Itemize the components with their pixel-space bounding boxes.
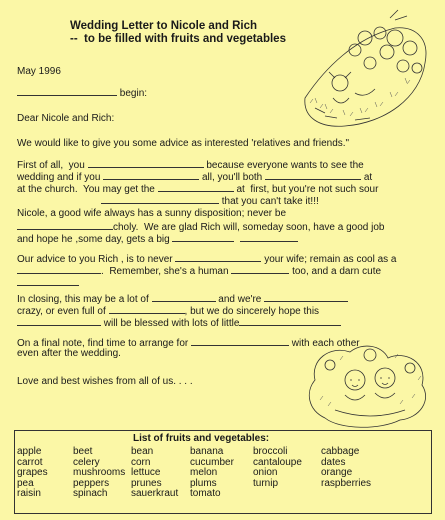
list-item: corn (131, 456, 151, 468)
title-line-1: Wedding Letter to Nicole and Rich (70, 20, 257, 32)
paragraph-3-line-2: choly. We are glad Rich will, someday soon, have a good job (17, 220, 384, 234)
list-item: celery (73, 456, 100, 468)
paragraph-2-line-4: that you can't take it!!! (17, 194, 319, 208)
list-item: peppers (73, 477, 110, 489)
paragraph-2-line-3: at the church. You may get the at first, but you're not such sour (17, 184, 379, 195)
paragraph-1: We would like to give you some advice as interested 'relatives and friends." (17, 138, 350, 149)
paragraph-6-line-2: even after the wedding. (17, 348, 121, 359)
list-column-6 (321, 447, 371, 489)
blank[interactable] (103, 170, 199, 180)
list-item: mushrooms (73, 467, 126, 479)
list-item: spinach (73, 488, 108, 500)
list-column-2 (73, 447, 125, 500)
blank[interactable] (231, 264, 289, 274)
list-item: grapes (17, 467, 48, 479)
list-item: banana (190, 446, 224, 457)
list-item: raisin (17, 488, 41, 500)
blank[interactable] (17, 316, 101, 326)
paragraph-3-line-1: Nicole, a good wife always has a sunny disposition; never be (17, 208, 287, 219)
blank[interactable] (17, 86, 117, 96)
list-item: bean (131, 446, 154, 457)
list-item: raspberries (321, 477, 372, 489)
blank[interactable] (172, 232, 234, 242)
list-item: broccoli (253, 446, 288, 457)
paragraph-5-line-1: In closing, this may be a lot of and we're (17, 292, 348, 306)
letter-date: May 1996 (17, 66, 61, 77)
title-line-2: -- to be filled with fruits and vegetables (70, 33, 286, 45)
list-item: cantaloupe (253, 456, 302, 468)
paragraph-2-line-1: First of all, you because everyone wants to see the (17, 160, 364, 171)
list-item: onion (253, 467, 278, 479)
paragraph-5-line-2: crazy, or even full of , but we do sincerely hope this (17, 306, 320, 317)
blank[interactable] (158, 182, 234, 192)
list-item: cabbage (321, 446, 360, 457)
blank[interactable] (109, 304, 185, 314)
list-title: List of fruits and vegetables: (133, 433, 270, 444)
blank[interactable] (175, 252, 261, 262)
list-item: beet (73, 446, 93, 457)
list-item: dates (321, 456, 346, 468)
begin-line: begin: (17, 86, 147, 100)
couple-vegetables-illustration (300, 340, 440, 432)
list-item: prunes (131, 477, 162, 489)
blank[interactable] (88, 158, 204, 168)
salutation: Dear Nicole and Rich: (17, 113, 115, 124)
list-item: sauerkraut (131, 488, 179, 500)
blank[interactable] (17, 220, 113, 230)
paragraph-4-line-3 (17, 276, 79, 290)
paragraph-4-line-1: Our advice to you Rich , is to never your wife; remain as cool as a (17, 254, 397, 265)
paragraph-6-line-1: On a final note, find time to arrange for with each other (17, 338, 360, 349)
list-column-3 (131, 447, 178, 500)
paragraph-5-line-3: will be blessed with lots of little (17, 316, 341, 330)
list-item: melon (190, 467, 218, 479)
list-item: plums (190, 477, 217, 489)
list-item: carrot (17, 456, 43, 468)
list-column-1 (17, 447, 48, 500)
list-item: pea (17, 477, 34, 489)
blank[interactable] (264, 292, 348, 302)
fruit-basket-illustration (295, 8, 435, 138)
blank[interactable] (101, 194, 219, 204)
blank[interactable] (265, 170, 361, 180)
closing: Love and best wishes from all of us. . . . (17, 376, 193, 387)
blank[interactable] (17, 264, 101, 274)
list-item: lettuce (131, 467, 161, 479)
list-item: cucumber (190, 456, 234, 468)
blank[interactable] (191, 336, 289, 346)
blank[interactable] (239, 316, 341, 326)
list-column-4 (190, 447, 234, 500)
list-item: apple (17, 446, 42, 457)
letter-title (70, 20, 310, 46)
list-item: orange (321, 467, 353, 479)
list-column-5 (253, 447, 302, 489)
fruit-vegetable-list-box (14, 430, 432, 514)
paragraph-3-line-3: and hope he ,some day, gets a big (17, 232, 298, 246)
paragraph-4-line-2: . Remember, she's a human too, and a darn cute (17, 264, 381, 278)
blank[interactable] (240, 232, 298, 242)
blank[interactable] (152, 292, 216, 302)
blank[interactable] (17, 276, 79, 286)
paragraph-2-line-2: wedding and if you all, you'll both at (17, 172, 373, 183)
list-item: turnip (253, 477, 279, 489)
list-item: tomato (190, 488, 221, 500)
